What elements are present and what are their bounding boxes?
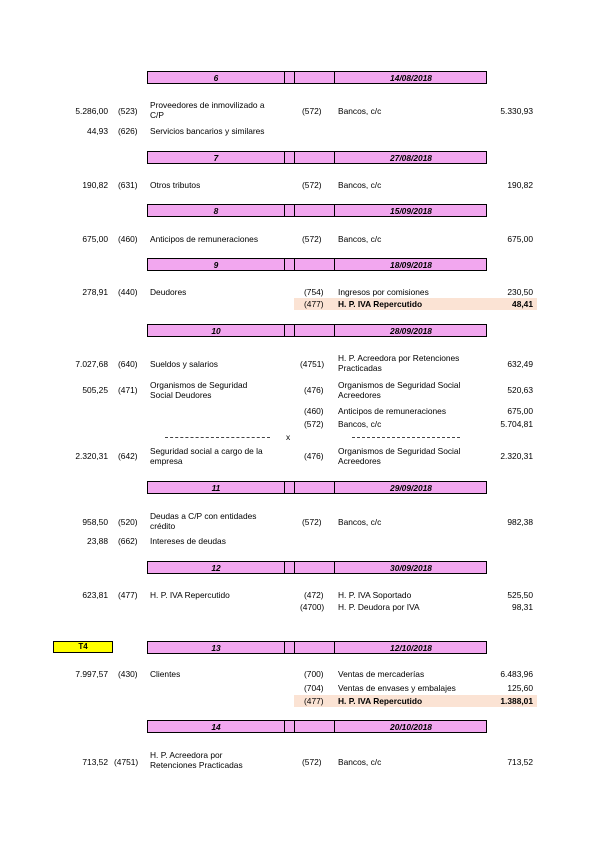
credit-account: (572)	[302, 180, 322, 190]
entry-header	[147, 641, 487, 654]
entry-header	[147, 71, 487, 84]
credit-account: (572)	[304, 419, 324, 429]
entry-date: 18/09/2018	[390, 260, 432, 270]
debit-account: (440)	[118, 287, 138, 297]
debit-amount: 675,00	[82, 234, 108, 244]
credit-name: H. P. IVA Repercutido	[338, 696, 423, 706]
debit-account: (430)	[118, 669, 138, 679]
debit-account: (631)	[118, 180, 138, 190]
separator-line	[165, 437, 270, 438]
credit-account: (4700)	[300, 602, 325, 612]
entry-number: 6	[213, 73, 219, 83]
debit-amount: 278,91	[82, 287, 108, 297]
credit-name: Bancos, c/c	[338, 106, 382, 116]
credit-name: Organismos de Seguridad Social Acreedores	[338, 446, 461, 466]
credit-account: (4751)	[300, 359, 325, 369]
credit-account: (477)	[304, 696, 324, 706]
credit-amount: 190,82	[507, 180, 533, 190]
entry-date: 29/09/2018	[390, 483, 432, 493]
credit-name: Anticipos de remuneraciones	[338, 406, 447, 416]
entry-number: 12	[211, 563, 221, 573]
credit-amount: 713,52	[507, 757, 533, 767]
debit-account: (642)	[118, 451, 138, 461]
debit-account: (4751)	[114, 757, 139, 767]
credit-amount: 675,00	[507, 406, 533, 416]
entry-date: 15/09/2018	[390, 206, 432, 216]
debit-account: (523)	[118, 106, 138, 116]
debit-name: Deudas a C/P con entidades crédito	[150, 511, 257, 531]
credit-account: (572)	[302, 234, 322, 244]
debit-name: Servicios bancarios y similares	[150, 126, 265, 136]
debit-name: H. P. Acreedora por Retenciones Practicadas	[150, 750, 243, 770]
credit-account: (700)	[304, 669, 324, 679]
credit-amount: 48,41	[512, 299, 533, 309]
separator-line	[352, 437, 460, 438]
debit-amount: 505,25	[82, 385, 108, 395]
credit-account: (460)	[304, 406, 324, 416]
debit-name: Clientes	[150, 669, 181, 679]
credit-name: Bancos, c/c	[338, 757, 382, 767]
debit-name: Anticipos de remuneraciones	[150, 234, 259, 244]
debit-account: (477)	[118, 590, 138, 600]
debit-account: (460)	[118, 234, 138, 244]
entry-number: 7	[213, 153, 219, 163]
credit-account: (572)	[302, 517, 322, 527]
credit-account: (477)	[304, 299, 324, 309]
credit-amount: 1.388,01	[500, 696, 533, 706]
debit-account: (471)	[118, 385, 138, 395]
credit-amount: 982,38	[507, 517, 533, 527]
entry-number: 13	[211, 643, 221, 653]
debit-name: H. P. IVA Repercutido	[150, 590, 230, 600]
entry-date: 30/09/2018	[390, 563, 432, 573]
debit-account: (662)	[118, 536, 138, 546]
credit-account: (572)	[302, 106, 322, 116]
debit-amount: 2.320,31	[75, 451, 108, 461]
entry-header	[147, 324, 487, 337]
entry-date: 28/09/2018	[390, 326, 432, 336]
credit-amount: 125,60	[507, 683, 533, 693]
entry-number: 11	[211, 483, 221, 493]
credit-name: Bancos, c/c	[338, 517, 382, 527]
debit-name: Sueldos y salarios	[150, 359, 218, 369]
credit-name: Ventas de mercaderías	[338, 669, 425, 679]
credit-name: Bancos, c/c	[338, 180, 382, 190]
credit-amount: 5.330,93	[500, 106, 533, 116]
entry-date: 14/08/2018	[390, 73, 432, 83]
debit-name: Otros tributos	[150, 180, 201, 190]
entry-number: 10	[211, 326, 221, 336]
credit-name: H. P. IVA Repercutido	[338, 299, 423, 309]
separator-mark: x	[286, 432, 291, 442]
entry-date: 12/10/2018	[390, 643, 432, 653]
credit-account: (476)	[304, 451, 324, 461]
credit-name: H. P. Deudora por IVA	[338, 602, 420, 612]
debit-name: Seguridad social a cargo de la empresa	[150, 446, 263, 466]
credit-account: (754)	[304, 287, 324, 297]
entry-number: 9	[213, 260, 219, 270]
debit-name: Deudores	[150, 287, 187, 297]
debit-amount: 44,93	[87, 126, 108, 136]
credit-name: Ventas de envases y embalajes	[338, 683, 456, 693]
entry-header	[147, 204, 487, 217]
debit-amount: 190,82	[82, 180, 108, 190]
credit-account: (476)	[304, 385, 324, 395]
entry-header	[147, 481, 487, 494]
entry-date: 27/08/2018	[390, 153, 432, 163]
credit-name: H. P. Acreedora por Retenciones Practicadas	[338, 353, 460, 373]
credit-amount: 632,49	[507, 359, 533, 369]
credit-amount: 675,00	[507, 234, 533, 244]
debit-amount: 23,88	[87, 536, 108, 546]
entry-header	[147, 561, 487, 574]
entry-date: 20/10/2018	[390, 722, 432, 732]
entry-header	[147, 151, 487, 164]
debit-name: Intereses de deudas	[150, 536, 226, 546]
debit-amount: 713,52	[82, 757, 108, 767]
credit-amount: 98,31	[512, 602, 533, 612]
debit-account: (640)	[118, 359, 138, 369]
debit-amount: 623,81	[82, 590, 108, 600]
credit-amount: 520,63	[507, 385, 533, 395]
credit-account: (572)	[302, 757, 322, 767]
credit-amount: 230,50	[507, 287, 533, 297]
entry-number: 14	[211, 722, 221, 732]
credit-name: Organismos de Seguridad Social Acreedores	[338, 380, 461, 400]
entry-header	[147, 720, 487, 733]
credit-name: Bancos, c/c	[338, 419, 382, 429]
debit-amount: 7.027,68	[75, 359, 108, 369]
credit-amount: 5.704,81	[500, 419, 533, 429]
entry-header	[147, 258, 487, 271]
credit-name: Ingresos por comisiones	[338, 287, 429, 297]
credit-name: H. P. IVA Soportado	[338, 590, 412, 600]
entry-number: 8	[213, 206, 219, 216]
debit-name: Organismos de Seguridad Social Deudores	[150, 380, 248, 400]
credit-amount: 2.320,31	[500, 451, 533, 461]
debit-amount: 958,50	[82, 517, 108, 527]
debit-name: Proveedores de inmovilizado a C/P	[150, 100, 265, 120]
credit-account: (704)	[304, 683, 324, 693]
credit-amount: 6.483,96	[500, 669, 533, 679]
debit-amount: 5.286,00	[75, 106, 108, 116]
debit-amount: 7.997,57	[75, 669, 108, 679]
credit-name: Bancos, c/c	[338, 234, 382, 244]
debit-account: (626)	[118, 126, 138, 136]
credit-amount: 525,50	[507, 590, 533, 600]
debit-account: (520)	[118, 517, 138, 527]
quarter-badge: T4	[53, 641, 113, 653]
credit-account: (472)	[304, 590, 324, 600]
